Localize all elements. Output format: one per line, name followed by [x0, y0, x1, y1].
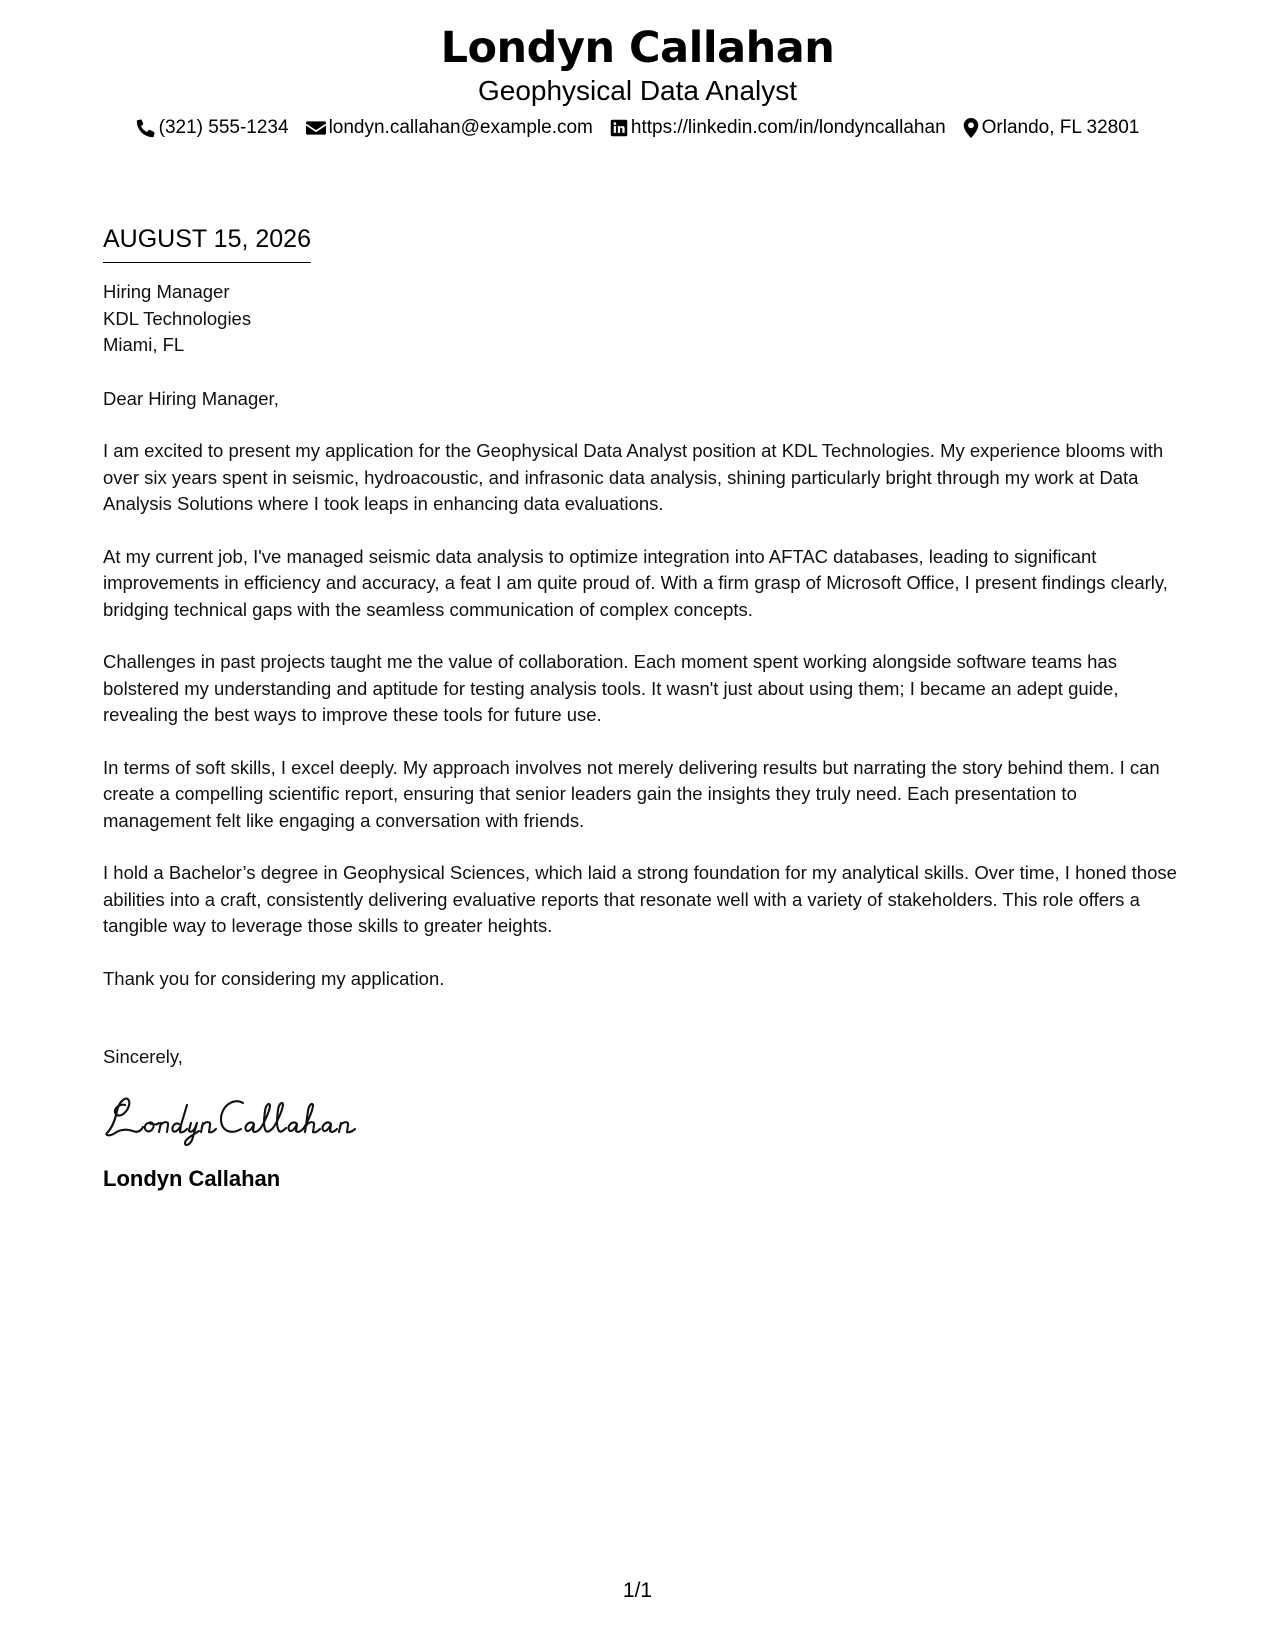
applicant-name: Londyn Callahan	[440, 23, 835, 73]
recipient-company: KDL Technologies	[103, 307, 252, 329]
salutation: Dear Hiring Manager,	[103, 387, 279, 409]
contact-location	[963, 116, 1140, 140]
phone-text: (321) 555-1234	[158, 117, 289, 138]
letter-body	[103, 222, 1178, 1193]
page-number: 1/1	[622, 1579, 653, 1602]
body-paragraph: Thank you for considering my application.	[103, 967, 445, 989]
phone-icon	[136, 118, 156, 138]
handwritten-signature	[103, 1087, 373, 1151]
body-paragraph: At my current job, I've managed seismic data analysis to optimize integration into AFTAC databases, leading to significant improvements in efficiency and accuracy, a feat I am quite proud of. With a firm grasp of Microsoft Office, I present findings clearly, bridging technical gaps with the seamless communication of complex concepts.	[103, 545, 1168, 620]
body-paragraph: I hold a Bachelor’s degree in Geophysical Sciences, which laid a strong foundation for my analytical skills. Over time, I honed those abilities into a craft, consistently delivering evaluative reports that resonate well with a variety of stakeholders. This role offers a tangible way to leverage those skills to greater heights.	[103, 862, 1177, 936]
contact-info	[0, 116, 1275, 140]
letter-date: AUGUST 15, 2026	[103, 222, 311, 263]
linkedin-icon	[610, 119, 628, 137]
body-paragraph: Challenges in past projects taught me the value of collaboration. Each moment spent working alongside software teams has bolstered my understanding and aptitude for testing analysis tools. It wasn't just about using them; I became an adept guide, revealing the best ways to improve these tools for future use.	[103, 651, 1119, 725]
email-text[interactable]: londyn.callahan@example.com	[328, 117, 593, 138]
linkedin-text[interactable]: https://linkedin.com/in/londyncallahan	[630, 117, 946, 138]
body-paragraph: I am excited to present my application for the Geophysical Data Analyst position at KDL Technologies. My experience blooms with over six years spent in seismic, hydroacoustic, and infrasonic data analysis, shining particularly bright through my work at Data Analysis Solutions where I took leaps in enhancing data evaluations.	[103, 440, 1164, 514]
map-marker-icon	[963, 118, 979, 138]
contact-email[interactable]	[306, 116, 593, 140]
location-text: Orlando, FL 32801	[981, 117, 1140, 138]
letter-header	[0, 22, 1275, 140]
signer-name: Londyn Callahan	[103, 1165, 281, 1191]
contact-phone	[136, 116, 289, 140]
body-paragraph: In terms of soft skills, I excel deeply. My approach involves not merely delivering results but narrating the story behind them. I can create a compelling scientific report, ensuring that senior leaders gain the insights they truly need. Each presentation to management felt like engaging a conversation with friends.	[103, 756, 1160, 831]
closing: Sincerely,	[103, 1046, 183, 1067]
envelope-icon	[306, 119, 326, 137]
applicant-title: Geophysical Data Analyst	[477, 75, 798, 106]
recipient-name: Hiring Manager	[103, 281, 230, 302]
recipient-block	[103, 279, 1178, 359]
contact-linkedin[interactable]	[610, 116, 946, 140]
recipient-location: Miami, FL	[103, 334, 185, 355]
